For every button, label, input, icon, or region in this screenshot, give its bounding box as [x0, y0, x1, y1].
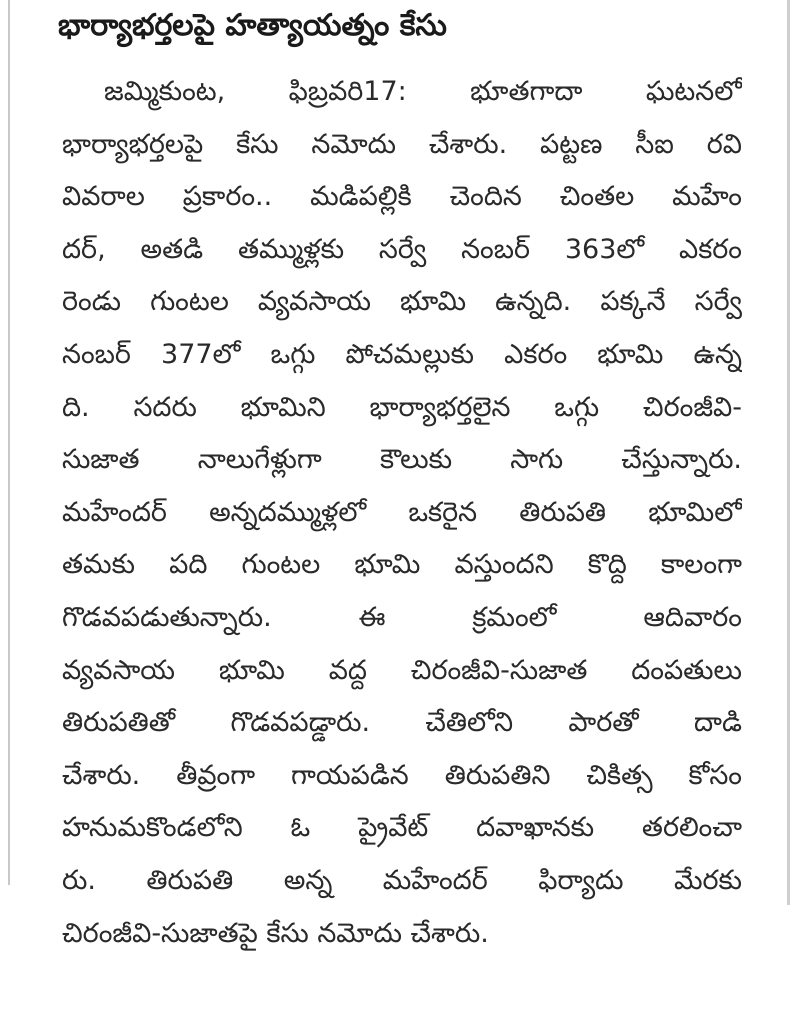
article-line: రు. తిరుపతి అన్న మహేందర్ ఫిర్యాదు మేరకు: [62, 864, 742, 896]
article-line: భార్యాభర్తలపై కేసు నమోదు చేశారు. పట్టణ సీఐ రవి: [62, 128, 742, 160]
left-column-rule: [8, 0, 10, 885]
article-line: ది. సదరు భూమిని భార్యాభర్తలైన ఒగ్గు చిరంజీవి-: [62, 391, 742, 423]
article-line: రెండు గుంటల వ్యవసాయ భూమి ఉన్నది. పక్కనే సర్వే: [62, 286, 742, 318]
article-line: వ్యవసాయ భూమి వద్ద చిరంజీవి-సుజాత దంపతులు: [62, 654, 742, 686]
article-line: మహేందర్ అన్నదమ్ముళ్లలో ఒకరైన తిరుపతి భూమిలో: [62, 496, 742, 528]
article-headline: భార్యాభర్తలపై హత్యాయత్నం కేసు: [58, 8, 447, 43]
article-line: తిరుపతితో గొడవపడ్డారు. చేతిలోని పారతో దాడి: [62, 707, 742, 739]
article-line: గొడవపడుతున్నారు. ఈ క్రమంలో ఆదివారం: [62, 601, 742, 633]
article-line: తమకు పది గుంటల భూమి వస్తుందని కొద్ది కాలంగా: [62, 549, 742, 581]
article-line: హనుమకొండలోని ఓ ప్రైవేట్ దవాఖానకు తరలించా: [62, 812, 742, 844]
article-body: [62, 66, 742, 960]
article-line: చేశారు. తీవ్రంగా గాయపడిన తిరుపతిని చికిత్స కోసం: [62, 759, 742, 791]
article-line: జమ్మికుంట, ఫిబ్రవరి17: భూతగాదా ఘటనలో: [104, 76, 742, 107]
article-line: వివరాల ప్రకారం.. మడిపల్లికి చెందిన చింతల మహేం: [62, 181, 742, 213]
article-line: సుజాత నాలుగేళ్లుగా కౌలుకు సాగు చేస్తున్నారు.: [62, 444, 742, 476]
article-line: చిరంజీవి-సుజాతపై కేసు నమోదు చేశారు.: [62, 917, 489, 949]
article-line: దర్, అతడి తమ్ముళ్లకు సర్వే నంబర్ 363లో ఎకరం: [62, 233, 742, 265]
article-line: నంబర్ 377లో ఒగ్గు పోచమల్లుకు ఎకరం భూమి ఉన్న: [62, 338, 742, 370]
right-column-rule: [787, 0, 790, 905]
